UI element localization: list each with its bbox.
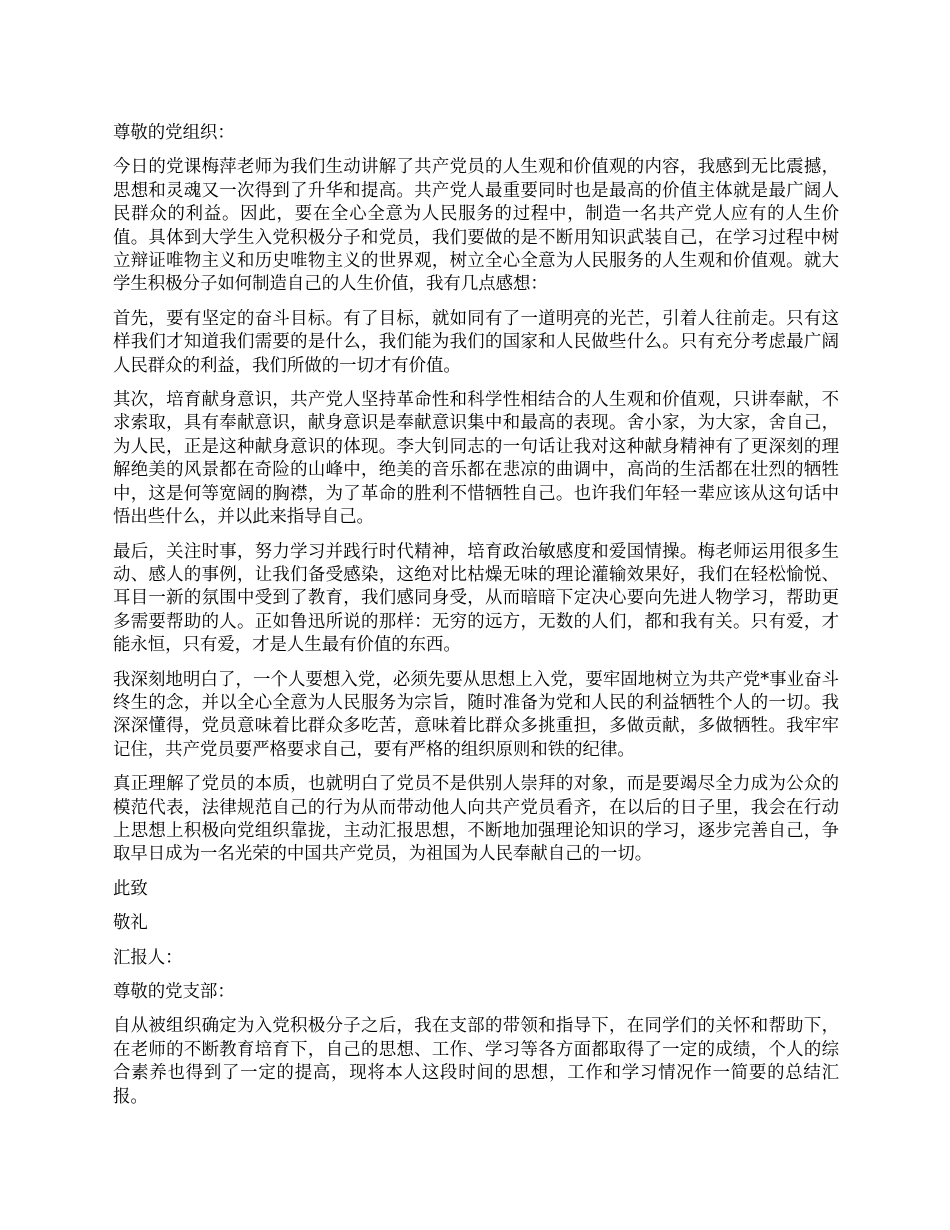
body-paragraph: 自从被组织确定为入党积极分子之后，我在支部的带领和指导下，在同学们的关怀和帮助下，在老师的不断教育培育下，自己的思想、工作、学习等各方面都取得了一定的成绩，个人的综合素养也得到了一定的提高，现将本人这段时间的思想，工作和学习情况作一简要的总结汇报。 bbox=[113, 1016, 839, 1107]
closing-line: 敬礼 bbox=[113, 913, 148, 934]
body-paragraph: 我深刻地明白了，一个人要想入党，必须先要从思想上入党，要牢固地树立为共产党*事业奋斗终生的念，并以全心全意为人民服务为宗旨，随时准备为党和人民的利益牺牲个人的一切。我深深懂得，党员意味着比群众多吃苦，意味着比群众多挑重担，多做贡献，多做牺牲。我牢牢记住，共产党员要严格要求自己，要有严格的组织原则和铁的纪律。 bbox=[113, 669, 839, 760]
salutation: 尊敬的党支部： bbox=[113, 982, 235, 1002]
body-paragraph: 其次，培育献身意识，共产党人坚持革命性和科学性相结合的人生观和价值观，只讲奉献，不求索取，具有奉献意识，献身意识是奉献意识集中和最高的表现。舍小家，为大家，舍自己，为人民，正是这种献身意识的体现。李大钊同志的一句话让我对这种献身精神有了更深刻的理解绝美的风景都在奇险的山峰中，绝美的音乐都在悲凉的曲调中，高尚的生活都在壮烈的牺牲中，这是何等宽阔的胸襟，为了革命的胜利不惜牺牲自己。也许我们年轻一辈应该从这句话中悟出些什么，并以此来指导自己。 bbox=[113, 390, 839, 528]
reporter-line: 汇报人： bbox=[113, 947, 183, 968]
closing-line: 此致 bbox=[113, 878, 148, 899]
document-page bbox=[113, 122, 839, 1120]
body-paragraph: 真正理解了党员的本质，也就明白了党员不是供别人崇拜的对象，而是要竭尽全力成为公众的模范代表，法律规范自己的行为从而带动他人向共产党员看齐，在以后的日子里，我会在行动上思想上积极向党组织靠拢，主动汇报思想，不断地加强理论知识的学习，逐步完善自己，争取早日成为一名光荣的中国共产党员，为祖国为人民奉献自己的一切。 bbox=[113, 774, 839, 865]
body-paragraph: 今日的党课梅萍老师为我们生动讲解了共产党员的人生观和价值观的内容，我感到无比震撼，思想和灵魂又一次得到了升华和提高。共产党人最重要同时也是最高的价值主体就是最广阔人民群众的利益。因此，要在全心全意为人民服务的过程中，制造一名共产党人应有的人生价值。具体到大学生入党积极分子和党员，我们要做的是不断用知识武装自己，在学习过程中树立辩证唯物主义和历史唯物主义的世界观，树立全心全意为人民服务的人生观和价值观。就大学生积极分子如何制造自己的人生价值，我有几点感想： bbox=[113, 157, 839, 295]
salutation: 尊敬的党组织： bbox=[113, 123, 235, 143]
body-paragraph: 首先，要有坚定的奋斗目标。有了目标，就如同有了一道明亮的光芒，引着人往前走。只有这样我们才知道我们需要的是什么，我们能为我们的国家和人民做些什么。只有充分考虑最广阔人民群众的利益，我们所做的一切才有价值。 bbox=[113, 308, 839, 376]
body-paragraph: 最后，关注时事，努力学习并践行时代精神，培育政治敏感度和爱国情操。梅老师运用很多生动、感人的事例，让我们备受感染，这绝对比枯燥无味的理论灌输效果好，我们在轻松愉悦、耳目一新的氛围中受到了教育，我们感同身受，从而暗暗下定决心要向先进人物学习，帮助更多需要帮助的人。正如鲁迅所说的那样：无穷的远方，无数的人们，都和我有关。只有爱，才能永恒，只有爱，才是人生最有价值的东西。 bbox=[113, 541, 839, 656]
